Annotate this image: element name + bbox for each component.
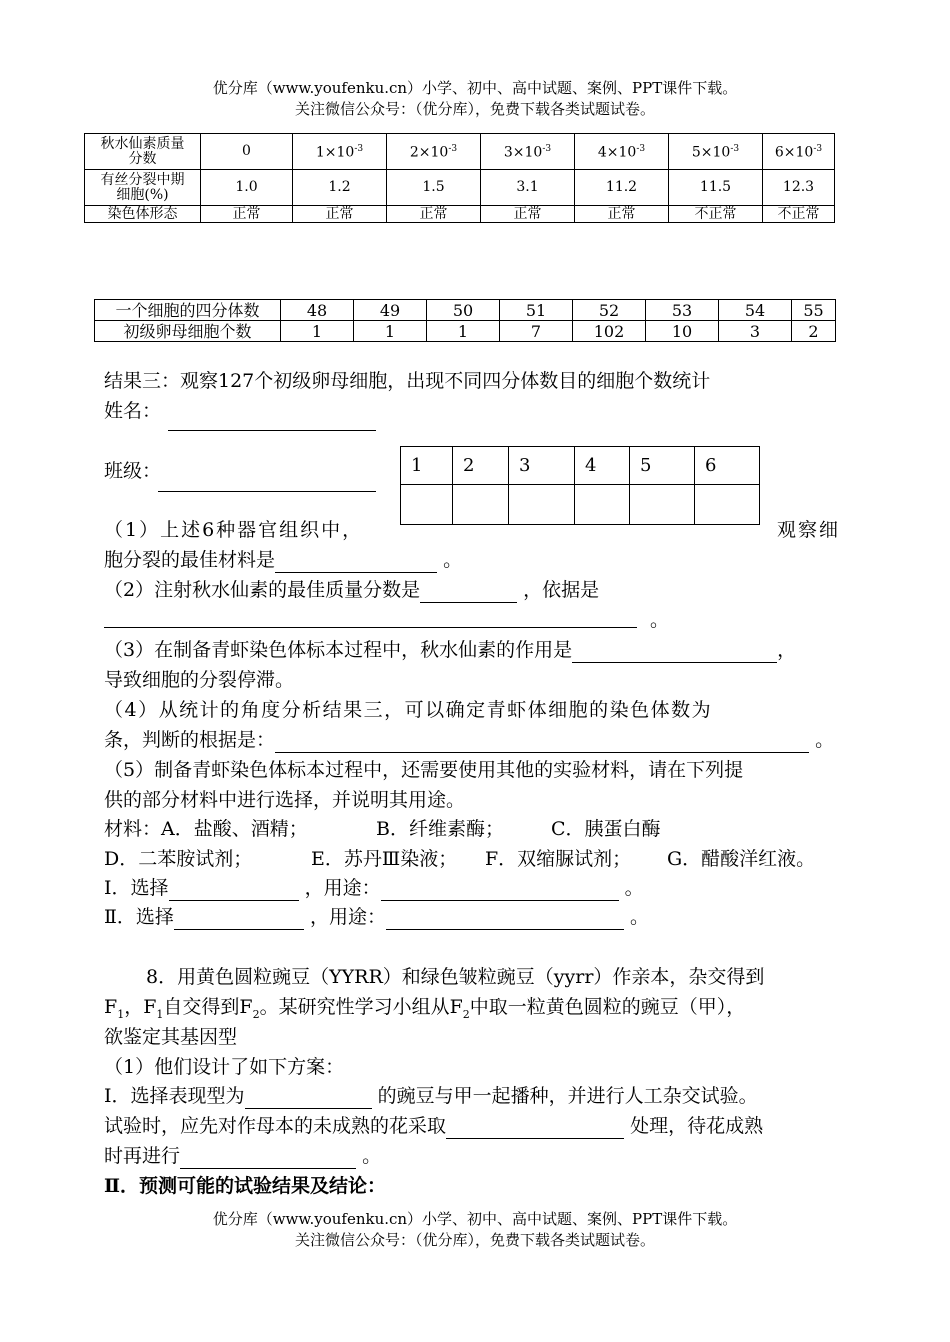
oocyte-cell: 10 — [646, 321, 719, 342]
materials-e: E．苏丹Ⅲ染液； — [311, 848, 458, 870]
grid-answer-cell[interactable] — [509, 485, 575, 525]
grid-answer-cell[interactable] — [695, 485, 760, 525]
materials-b: B．纤维素酶； — [376, 818, 504, 840]
answer-grid — [400, 446, 760, 525]
morphology-cell: 正常 — [293, 206, 387, 223]
materials-g: G．醋酸洋红液。 — [667, 848, 816, 870]
q1-text-right: 观察细 — [777, 519, 841, 541]
use-1-blank[interactable] — [381, 880, 619, 901]
name-label: 姓名： — [104, 400, 162, 422]
q1-text: （1）上述6种器官组织中， — [104, 519, 364, 541]
q3-blank[interactable] — [572, 642, 777, 663]
grid-answer-cell[interactable] — [401, 485, 453, 525]
tetrad-cell: 55 — [792, 300, 836, 321]
selection-1: Ⅰ．选择 ，用途： 。 — [104, 877, 644, 899]
header-line-2: 关注微信公众号：（优分库），免费下载各类试题试卷。 — [294, 100, 655, 118]
class-input[interactable] — [158, 491, 376, 492]
oocyte-cell: 2 — [792, 321, 836, 342]
selection-1-blank[interactable] — [169, 880, 299, 901]
selection-2-blank[interactable] — [174, 909, 304, 930]
oocyte-cell: 3 — [719, 321, 792, 342]
percentage-cell: 12.3 — [763, 170, 835, 206]
oocyte-cell: 7 — [500, 321, 573, 342]
q8-step-1-b: 试验时，应先对作母本的未成熟的花采取 处理，待花成熟 — [104, 1115, 764, 1137]
q8-phenotype-blank[interactable] — [245, 1088, 372, 1109]
q2-blank-concentration[interactable] — [420, 582, 517, 603]
q8-part-1: （1）他们设计了如下方案： — [104, 1056, 345, 1078]
colchicine-table — [84, 133, 835, 223]
morphology-cell: 正常 — [387, 206, 481, 223]
header-line-1: 优分库（www.youfenku.cn）小学、初中、高中试题、案例、PPT课件下载。 — [212, 79, 738, 97]
grid-header-2: 2 — [453, 447, 509, 485]
percentage-cell: 1.2 — [293, 170, 387, 206]
row-label-concentration: 秋水仙素质量分数 — [85, 134, 201, 170]
materials-a: 材料：A．盐酸、酒精； — [104, 818, 308, 840]
percentage-cell: 1.0 — [201, 170, 293, 206]
morphology-cell: 正常 — [575, 206, 669, 223]
row-label-oocytes: 初级卵母细胞个数 — [95, 321, 281, 342]
morphology-cell: 正常 — [481, 206, 575, 223]
tetrad-cell: 53 — [646, 300, 719, 321]
concentration-cell: $4\times 10^{-3}$ — [575, 134, 669, 170]
q3-text-2: 导致细胞的分裂停滞。 — [104, 669, 295, 691]
grid-answer-cell[interactable] — [575, 485, 630, 525]
tetrad-table — [94, 299, 836, 342]
result-three: 结果三：观察127个初级卵母细胞，出现不同四分体数目的细胞个数统计 — [104, 370, 711, 392]
morphology-cell: 不正常 — [763, 206, 835, 223]
oocyte-cell: 1 — [427, 321, 500, 342]
use-2-blank[interactable] — [386, 909, 624, 930]
tetrad-cell: 52 — [573, 300, 646, 321]
q1-text-2: 胞分裂的最佳材料是 。 — [104, 549, 463, 571]
q8-text-2: $F_1$，$F_1$自交得到$F_2$。某研究性学习小组从$F_2$中取一粒黄色圆粒的豌豆（甲）， — [104, 996, 746, 1021]
concentration-cell: $2\times 10^{-3}$ — [387, 134, 481, 170]
q8-step-1-c: 时再进行 。 — [104, 1145, 382, 1167]
class-label: 班级： — [104, 460, 162, 482]
morphology-cell: 正常 — [201, 206, 293, 223]
footer-line-1: 优分库（www.youfenku.cn）小学、初中、高中试题、案例、PPT课件下载。 — [212, 1210, 738, 1228]
concentration-cell: $5\times 10^{-3}$ — [669, 134, 763, 170]
materials-f: F．双缩脲试剂； — [485, 848, 632, 870]
row-label-percentage: 有丝分裂中期细胞(%) — [85, 170, 201, 206]
concentration-cell: $3\times 10^{-3}$ — [481, 134, 575, 170]
materials-d: D．二苯胺试剂； — [104, 848, 253, 870]
q2-text: （2）注射秋水仙素的最佳质量分数是 ，依据是 — [104, 579, 600, 601]
concentration-cell: 0 — [201, 134, 293, 170]
q8-pollination-blank[interactable] — [180, 1148, 356, 1169]
grid-header-1: 1 — [401, 447, 453, 485]
q5-text-2: 供的部分材料中进行选择，并说明其用途。 — [104, 789, 466, 811]
oocyte-cell: 102 — [573, 321, 646, 342]
morphology-cell: 不正常 — [669, 206, 763, 223]
concentration-cell: $1\times 10^{-3}$ — [293, 134, 387, 170]
tetrad-cell: 50 — [427, 300, 500, 321]
row-label-morphology: 染色体形态 — [85, 206, 201, 223]
q2-end: 。 — [650, 609, 670, 631]
q5-text: （5）制备青虾染色体标本过程中，还需要使用其他的实验材料，请在下列提 — [104, 759, 744, 781]
footer-line-2: 关注微信公众号：（优分库），免费下载各类试题试卷。 — [294, 1231, 655, 1249]
percentage-cell: 11.5 — [669, 170, 763, 206]
grid-answer-cell[interactable] — [630, 485, 695, 525]
concentration-cell: $6\times 10^{-3}$ — [763, 134, 835, 170]
q4-text-2: 条，判断的根据是： 。 — [104, 729, 835, 751]
q4-blank[interactable] — [275, 732, 809, 753]
q8-text: 8．用黄色圆粒豌豆（YYRR）和绿色皱粒豌豆（yyrr）作亲本，杂交得到 — [146, 966, 765, 988]
q8-treatment-blank[interactable] — [446, 1118, 624, 1139]
q8-step-2: Ⅱ．预测可能的试验结果及结论： — [104, 1175, 387, 1197]
selection-2: Ⅱ．选择 ，用途： 。 — [104, 906, 650, 928]
q8-step-1: Ⅰ．选择表现型为 的豌豆与甲一起播种，并进行人工杂交试验。 — [104, 1085, 758, 1107]
tetrad-cell: 48 — [281, 300, 354, 321]
grid-header-5: 5 — [630, 447, 695, 485]
percentage-cell: 3.1 — [481, 170, 575, 206]
percentage-cell: 11.2 — [575, 170, 669, 206]
tetrad-cell: 49 — [354, 300, 427, 321]
materials-c: C．胰蛋白酶 — [551, 818, 661, 840]
tetrad-cell: 54 — [719, 300, 792, 321]
tetrad-cell: 51 — [500, 300, 573, 321]
grid-header-4: 4 — [575, 447, 630, 485]
q3-text: （3）在制备青虾染色体标本过程中，秋水仙素的作用是 ， — [104, 639, 797, 661]
oocyte-cell: 1 — [281, 321, 354, 342]
q1-blank[interactable] — [275, 552, 437, 573]
q8-text-3: 欲鉴定其基因型 — [104, 1026, 238, 1048]
grid-answer-cell[interactable] — [453, 485, 509, 525]
percentage-cell: 1.5 — [387, 170, 481, 206]
grid-header-3: 3 — [509, 447, 575, 485]
row-label-tetrads: 一个细胞的四分体数 — [95, 300, 281, 321]
grid-header-6: 6 — [695, 447, 760, 485]
q4-text: （4）从统计的角度分析结果三，可以确定青虾体细胞的染色体数为 — [104, 699, 713, 721]
q2-blank-reason[interactable] — [104, 627, 637, 628]
oocyte-cell: 1 — [354, 321, 427, 342]
name-input[interactable] — [168, 430, 376, 431]
